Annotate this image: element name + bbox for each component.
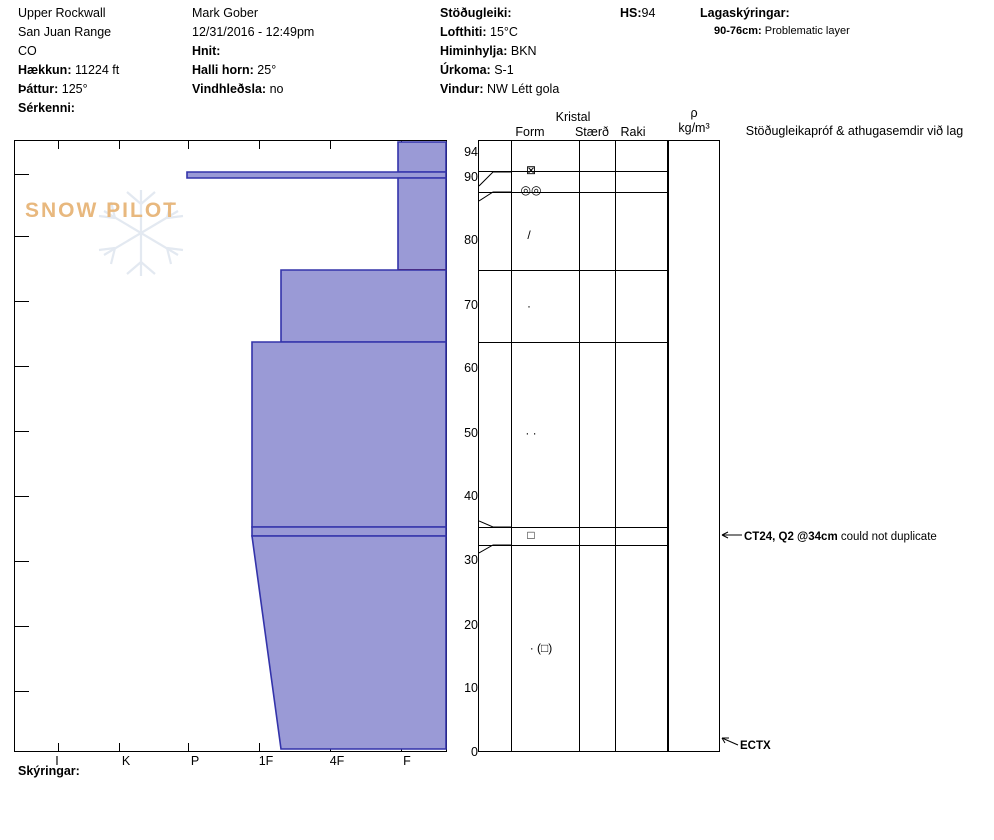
layer-note-text: Problematic layer <box>764 25 850 37</box>
layer-note-item <box>700 23 990 39</box>
depth-label-50: 50 <box>464 426 478 440</box>
header-column-weather <box>440 4 640 99</box>
hardness-label-K: K <box>121 754 131 768</box>
depth-label-90: 90 <box>464 170 478 184</box>
depth-label-20: 20 <box>464 618 478 632</box>
header-row-air-temp: Lofthiti: 15°C <box>440 25 518 39</box>
comments-area <box>720 140 992 752</box>
header-row-observer: Mark Gober <box>192 6 258 20</box>
density-units: kg/m³ <box>678 121 710 135</box>
header-row-state: CO <box>18 44 37 58</box>
hardness-label-P: P <box>190 754 200 768</box>
depth-label-94: 94 <box>464 145 478 159</box>
comment-ectx-bold: ECTX <box>740 740 771 752</box>
hardness-label-I: I <box>55 754 59 768</box>
header-row-datetime: 12/31/2016 - 12:49pm <box>192 25 315 39</box>
hardness-label-1F: 1F <box>258 754 274 768</box>
header-row-precipitation: Úrkoma: S-1 <box>440 63 514 77</box>
comment-ct24-bold: CT24, Q2 @34cm <box>744 531 838 543</box>
profile-header <box>0 4 994 114</box>
layer-note-range: 90-76cm: <box>714 25 762 37</box>
grain-symbol-decomposing-fragments: ⊠ <box>525 163 537 177</box>
header-row-sky-cover: Himinhylja: BKN <box>440 44 537 58</box>
header-row-characteristics: Sérkenni: <box>18 101 75 115</box>
density-column <box>668 140 720 752</box>
header-row-range: San Juan Range <box>18 25 112 39</box>
comment-ct24-text: could not duplicate <box>837 531 937 543</box>
depth-label-40: 40 <box>464 489 478 503</box>
grain-header-moisture: Raki <box>620 125 646 139</box>
header-column-observer <box>192 4 432 99</box>
snow-profile-plot <box>14 140 447 752</box>
grain-symbol-precipitation-particles: · <box>527 299 531 313</box>
grain-table-header <box>478 110 668 140</box>
header-row-stability: Stöðugleiki: <box>440 6 512 20</box>
comment-arrows <box>720 140 992 752</box>
depth-label-60: 60 <box>464 361 478 375</box>
legend-label: Skýringar: <box>18 764 80 778</box>
grain-header-form: Form <box>515 125 545 139</box>
depth-axis-labels <box>450 140 478 759</box>
depth-label-10: 10 <box>464 681 478 695</box>
density-symbol: ρ <box>690 106 698 120</box>
header-row-wind: Vindur: NW Létt gola <box>440 82 560 96</box>
grain-symbol-rounded-grains: ◎◎ <box>520 183 542 197</box>
grain-header-size: Stærð <box>574 125 610 139</box>
header-row-aspect: Þáttur: 125° <box>18 82 88 96</box>
header-row-site: Upper Rockwall <box>18 6 106 20</box>
hardness-label-4F: 4F <box>329 754 345 768</box>
comment-ectx <box>740 740 771 752</box>
header-column-layer-notes <box>700 4 990 39</box>
layer-notes-title: Lagaskýringar: <box>700 6 790 20</box>
depth-label-70: 70 <box>464 298 478 312</box>
header-row-coordinates: Hnit: <box>192 44 221 58</box>
layer-profile-shape <box>15 141 448 753</box>
grain-table <box>478 140 668 752</box>
snowpilot-logo-text: SNOW PILOT <box>25 199 178 222</box>
depth-label-80: 80 <box>464 233 478 247</box>
header-column-hs <box>620 4 690 23</box>
comment-ct24 <box>744 531 937 543</box>
grain-boundary-connectors <box>479 141 667 751</box>
grain-symbol-mixed-particles: · (□) <box>529 641 553 655</box>
header-row-slope-angle: Halli horn: 25° <box>192 63 277 77</box>
header-row-hs: HS:94 <box>620 6 656 20</box>
header-row-wind-loading: Vindhleðsla: no <box>192 82 284 96</box>
hardness-label-F: F <box>403 754 411 768</box>
depth-label-30: 30 <box>464 553 478 567</box>
grain-header-title: Kristal <box>555 110 591 124</box>
comments-header: Stöðugleikapróf & athugasemdir við lag <box>745 124 964 138</box>
grain-symbol-faceted-crystals: / <box>527 228 531 242</box>
grain-symbol-depth-hoar: □ <box>527 528 535 542</box>
density-header <box>668 106 720 136</box>
header-column-location <box>18 4 188 118</box>
header-row-elevation: Hækkun: 11224 ft <box>18 63 120 77</box>
grain-symbol-precipitation-particles: · · <box>525 426 537 440</box>
depth-label-0: 0 <box>471 745 478 759</box>
